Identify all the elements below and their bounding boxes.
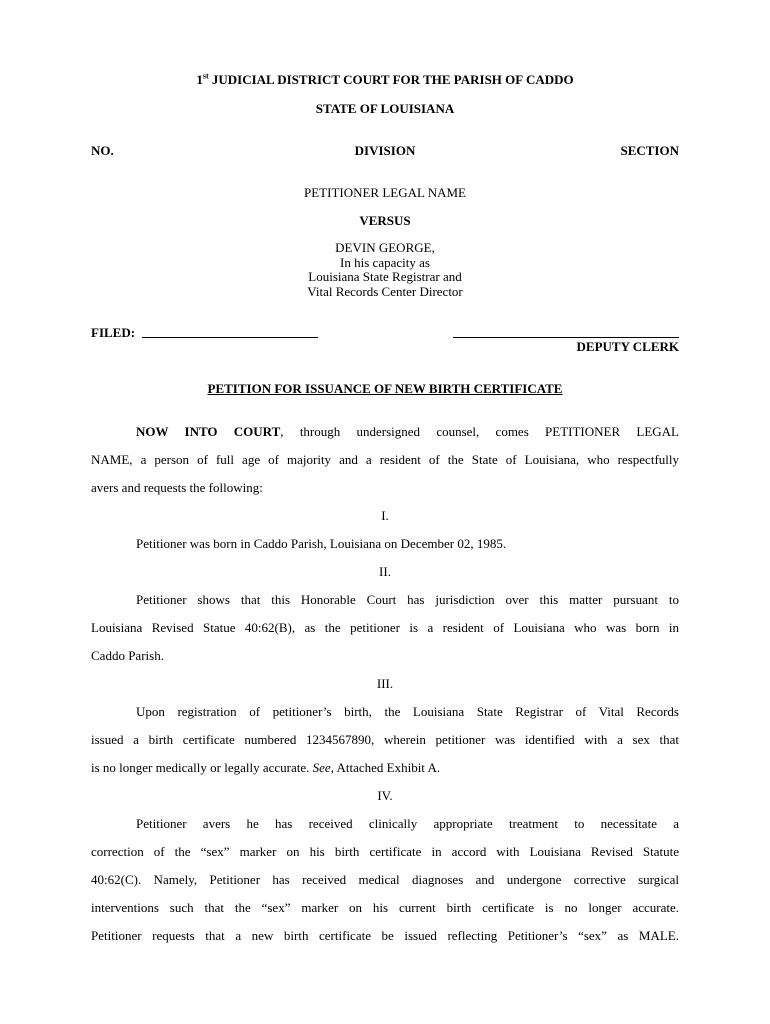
filed-date-line <box>142 337 318 338</box>
section-numeral: II. <box>379 564 391 579</box>
section-line: Petitioner requests that a new birth certificate be issued reflecting Petitioner’s “sex” as MALE. <box>91 928 679 943</box>
section-line: Upon registration of petitioner’s birth, the Louisiana State Registrar of Vital Records <box>136 704 679 719</box>
section-line: issued a birth certificate numbered 1234567890, wherein petitioner was identified with a sex that <box>91 732 679 747</box>
respondent-line: Vital Records Center Director <box>307 284 463 299</box>
petition-title: PETITION FOR ISSUANCE OF NEW BIRTH CERTIFICATE <box>207 381 563 396</box>
section-line: Caddo Parish. <box>91 648 164 663</box>
state-title: STATE OF LOUISIANA <box>315 101 455 116</box>
petitioner-name: PETITIONER LEGAL NAME <box>304 185 466 200</box>
court-title: 1st JUDICIAL DISTRICT COURT FOR THE PARISH OF CADDO <box>196 71 574 87</box>
division-label: DIVISION <box>354 143 416 158</box>
intro-line-1: NOW INTO COURT, through undersigned counsel, comes PETITIONER LEGAL <box>136 424 679 439</box>
respondent-line: In his capacity as <box>340 255 430 270</box>
section-numeral: I. <box>381 508 389 523</box>
respondent-line: Louisiana State Registrar and <box>308 269 462 284</box>
section-line: is no longer medically or legally accurate. See, Attached Exhibit A. <box>91 760 441 775</box>
respondent-line: DEVIN GEORGE, <box>335 240 435 255</box>
section-line: interventions such that the “sex” marker on his current birth certificate is no longer accurate. <box>91 900 679 915</box>
clerk-signature-line <box>453 337 679 338</box>
intro-line-3: avers and requests the following: <box>91 480 263 495</box>
section-label: SECTION <box>620 143 679 158</box>
section-line: Petitioner was born in Caddo Parish, Louisiana on December 02, 1985. <box>136 536 507 551</box>
versus-label: VERSUS <box>359 213 411 228</box>
section-line: Petitioner shows that this Honorable Court has jurisdiction over this matter pursuant to <box>136 592 679 607</box>
section-line: Louisiana Revised Statue 40:62(B), as the petitioner is a resident of Louisiana who was born in <box>91 620 679 635</box>
section-numeral: III. <box>376 676 394 691</box>
section-line: 40:62(C). Namely, Petitioner has received medical diagnoses and undergone corrective surgical <box>91 872 679 887</box>
section-numeral: IV. <box>377 788 393 803</box>
section-line: correction of the “sex” marker on his birth certificate in accord with Louisiana Revised Statute <box>91 844 679 859</box>
filed-label: FILED: <box>91 325 136 340</box>
deputy-clerk-label: DEPUTY CLERK <box>576 339 679 354</box>
case-number-label: NO. <box>91 143 114 158</box>
intro-line-2: NAME, a person of full age of majority and a resident of the State of Louisiana, who respectfully <box>91 452 679 467</box>
section-line: Petitioner avers he has received clinically appropriate treatment to necessitate a <box>136 816 679 831</box>
